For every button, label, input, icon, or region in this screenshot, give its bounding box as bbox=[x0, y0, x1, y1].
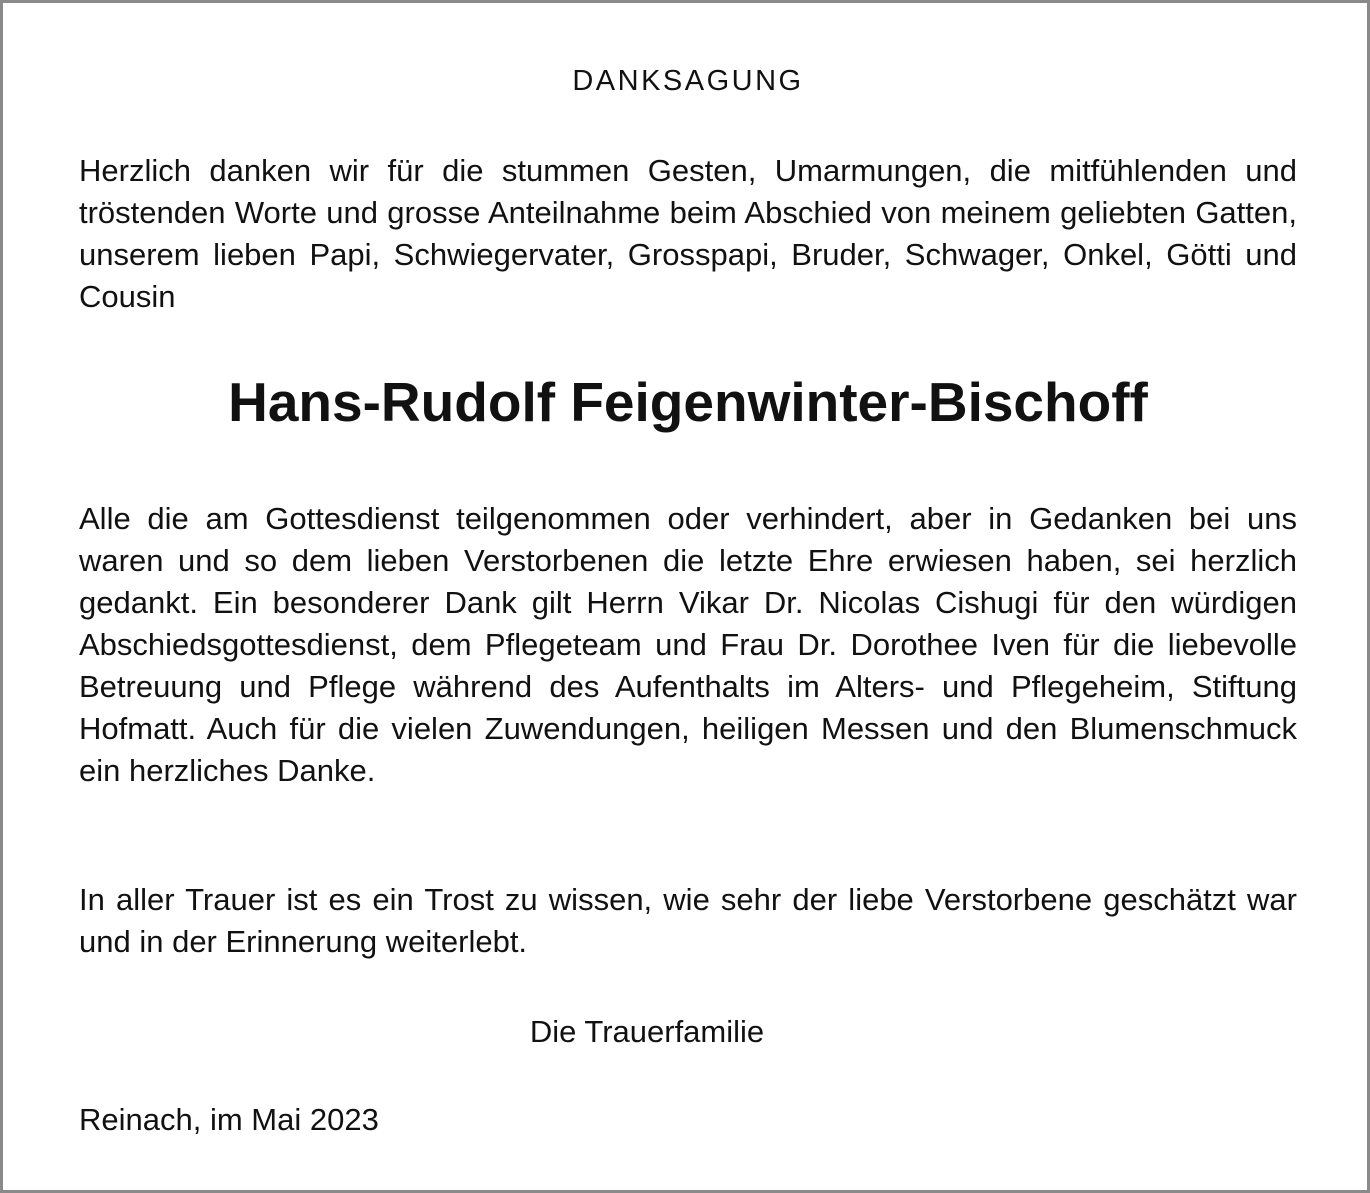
closing-paragraph: In aller Trauer ist es ein Trost zu wissen, wie sehr der liebe Verstorbene geschätzt war und in der Erinnerung weiterlebt. bbox=[79, 882, 1297, 959]
deceased-name: Hans-Rudolf Feigenwinter-Bischoff bbox=[228, 371, 1148, 433]
place-and-date: Reinach, im Mai 2023 bbox=[79, 1102, 379, 1137]
family-signature: Die Trauerfamilie bbox=[529, 1014, 765, 1049]
thanks-paragraph: Alle die am Gottesdienst teilgenommen oder verhindert, aber in Gedanken bei uns waren und so dem lieben Verstorbenen die letzte Ehre erwiesen haben, sei herzlich gedankt. Ein besonderer Dank gilt Herrn Vikar Dr. Nicolas Cishugi für den würdigen Abschiedsgottesdienst, dem Pflegeteam und Frau Dr. Dorothee Iven für die liebevolle Betreuung und Pflege während des Aufenthalts im Alters- und Pflegeheim, Stiftung Hofmatt. Auch für die vielen Zuwendungen, heiligen Messen und den Blumenschmuck ein herzliches Danke. bbox=[79, 501, 1297, 788]
intro-paragraph: Herzlich danken wir für die stummen Gesten, Umarmungen, die mitfühlenden und tröstenden Worte und grosse Anteilnahme beim Abschied von meinem geliebten Gatten, unserem lieben Papi, Schwiegervater, Grosspapi, Bruder, Schwager, Onkel, Götti und Cousin bbox=[79, 153, 1297, 314]
notice-heading: DANKSAGUNG bbox=[572, 65, 804, 97]
